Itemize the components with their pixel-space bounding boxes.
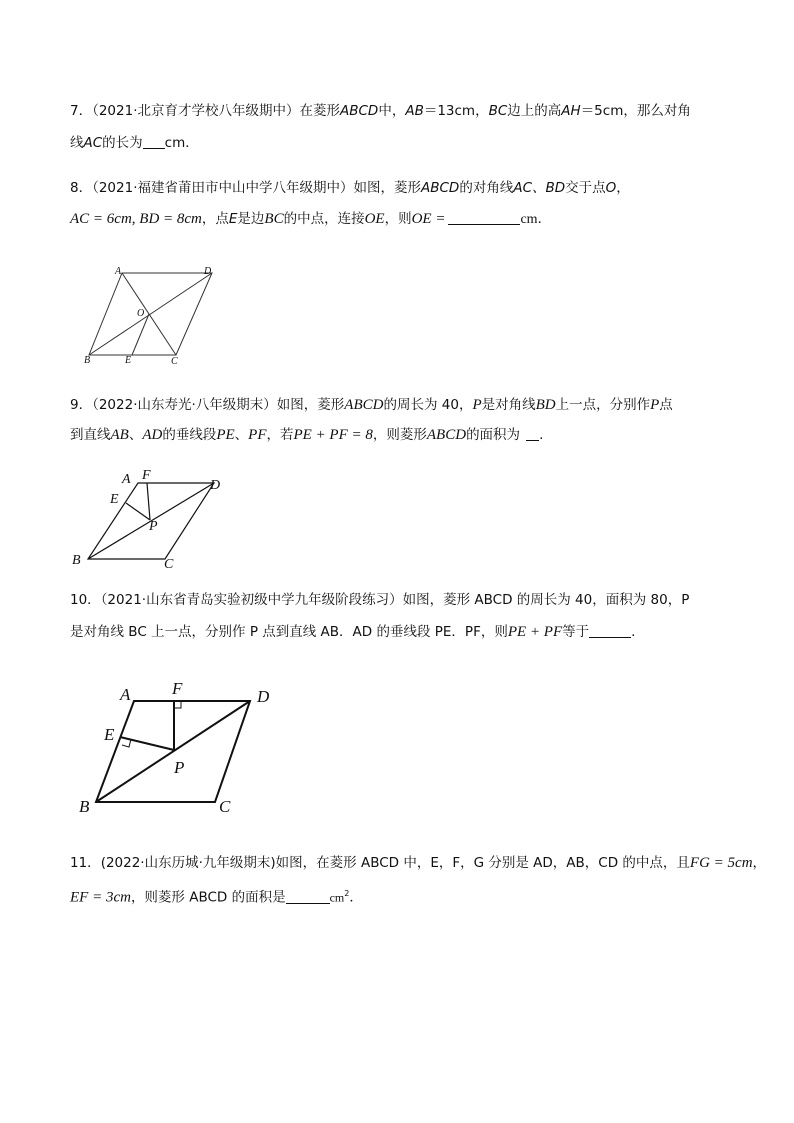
- q10-label-b: B: [79, 797, 90, 816]
- q9-var-bd: BD: [535, 397, 556, 413]
- q9-text: .: [539, 427, 544, 443]
- q7-text: 线: [70, 135, 84, 151]
- q9-text: 到直线: [70, 427, 111, 443]
- q8-text: 的对角线: [459, 180, 514, 196]
- q7-text: 边上的高: [507, 103, 562, 119]
- q8-text: 如图，菱形: [353, 180, 421, 196]
- q9-rhombus-figure: [66, 466, 232, 572]
- q9-text: ，则菱形: [372, 427, 427, 443]
- q9-label-d: D: [210, 478, 221, 493]
- q7-text: ＝13cm，: [423, 103, 489, 119]
- q7-text: 的长为: [102, 135, 143, 151]
- q8-ask: OE =: [411, 211, 446, 227]
- q7-var-ah: AH: [561, 103, 581, 119]
- q9-line-1: [70, 395, 730, 415]
- q9-var-pe: PE: [216, 427, 235, 443]
- q8-text: ，: [616, 180, 630, 196]
- q8-var-oe: OE: [364, 211, 385, 227]
- q9-label-f: F: [142, 468, 151, 483]
- q10-number: 10．: [70, 592, 101, 608]
- q9-text: 如图，菱形: [276, 397, 345, 413]
- q8-source: （2021·福建省莆田市中山中学八年级期中）: [92, 180, 354, 196]
- q9-var-p: P: [650, 397, 660, 413]
- q7-number: 7．: [70, 103, 93, 119]
- q10-label-f: F: [172, 679, 183, 698]
- q8-label-a: A: [115, 266, 122, 277]
- q10-segment-pe: [120, 737, 174, 750]
- q9-label-a: A: [122, 472, 131, 487]
- q8-unit: cm: [520, 212, 538, 227]
- q9-var-abcd: ABCD: [426, 427, 467, 443]
- q8-text: ．: [537, 211, 552, 227]
- q9-var-p: P: [472, 397, 482, 413]
- q11-text: ，: [752, 855, 767, 871]
- q9-label-p: P: [149, 519, 158, 534]
- q10-text: .: [631, 624, 636, 640]
- q10-right-angle-f: [174, 701, 181, 708]
- q9-given: PE + PF = 8: [293, 427, 373, 443]
- q9-text: 的面积为: [466, 427, 521, 443]
- q8-label-b: B: [84, 355, 91, 366]
- q8-line-1: [70, 178, 730, 198]
- q8-var-abcd: ABCD: [421, 180, 460, 196]
- q8-text: 是边: [237, 211, 265, 227]
- q9-text: 、: [128, 427, 143, 443]
- q9-var-ad: AD: [142, 427, 163, 443]
- q11-text: 如图，在菱形 ABCD 中，E，F，G 分别是 AD，AB，CD 的中点，且: [275, 855, 690, 871]
- q10-label-p: P: [174, 758, 185, 777]
- q9-segment-pf: [147, 483, 150, 520]
- q7-text: ＝5cm，那么对角: [580, 103, 691, 119]
- q9-text: 的垂线段: [162, 427, 217, 443]
- q9-var-abcd: ABCD: [344, 397, 384, 413]
- q9-label-e: E: [110, 492, 119, 507]
- q9-var-pf: PF: [248, 427, 267, 443]
- q11-unit: cm: [329, 890, 345, 905]
- q11-text: ，则菱形 ABCD 的面积是: [130, 889, 286, 906]
- q9-text: 的周长为 40，: [383, 397, 473, 413]
- q10-answer-blank[interactable]: [589, 623, 631, 638]
- q11-var-fg: FG = 5cm: [689, 855, 753, 871]
- q7-text: cm．: [164, 135, 199, 151]
- q10-label-d: D: [257, 687, 270, 706]
- q8-label-d: D: [204, 266, 212, 277]
- q10-text: 等于: [562, 624, 590, 640]
- q9-segment-pe: [126, 503, 150, 520]
- q10-line-2: [70, 622, 730, 642]
- q9-var-ab: AB: [110, 427, 129, 443]
- q7-line-2: [70, 133, 730, 153]
- q8-text: ，则: [384, 211, 412, 227]
- q10-sum: PE + PF: [507, 624, 563, 640]
- q11-answer-blank[interactable]: [286, 889, 330, 904]
- q8-line-2: [70, 209, 730, 230]
- q7-text: 中，: [378, 103, 406, 119]
- q8-given: AC = 6cm, BD = 8cm: [70, 211, 202, 227]
- q8-label-o: O: [137, 308, 145, 319]
- q7-var-bc: BC: [488, 103, 508, 119]
- q8-number: 8．: [70, 180, 93, 196]
- q8-var-e: E: [228, 211, 238, 227]
- q9-line-2: [70, 425, 730, 445]
- q7-var-ab: AB: [405, 103, 424, 119]
- q9-number: 9．: [70, 397, 93, 413]
- q8-label-e: E: [125, 355, 132, 366]
- q7-text: 在菱形: [299, 103, 340, 119]
- q8-answer-blank[interactable]: [448, 210, 520, 225]
- q10-label-c: C: [219, 797, 231, 816]
- q9-label-b: B: [72, 553, 81, 568]
- q10-source: （2021·山东省青岛实验初级中学九年级阶段练习）: [100, 592, 403, 608]
- q8-var-ac-bd: AC、BD: [513, 180, 566, 196]
- q11-text: ．: [349, 889, 363, 906]
- q10-rhombus-figure: [74, 676, 288, 820]
- q8-var-o: O: [605, 180, 617, 196]
- q8-text: ，点: [201, 211, 229, 227]
- q8-var-bc: BC: [264, 211, 284, 227]
- q9-text: 点: [659, 397, 673, 413]
- q7-source: （2021·北京育才学校八年级期中）: [92, 103, 300, 119]
- q10-text: 是对角线 BC 上一点，分别作 P 点到直线 AB．AD 的垂线段 PE．PF，则: [70, 624, 508, 640]
- q7-var-abcd: ABCD: [340, 103, 379, 119]
- q10-label-a: A: [120, 685, 131, 704]
- q10-var-p: P: [681, 592, 690, 608]
- q10-line-1: [70, 590, 730, 610]
- q7-answer-blank[interactable]: [143, 134, 165, 149]
- q7-line-1: [70, 101, 730, 121]
- q11-line-2: [70, 884, 730, 908]
- q11-unit-exponent: 2: [344, 889, 350, 898]
- q11-line-1: [70, 853, 767, 873]
- q9-text: ，若: [266, 427, 294, 443]
- q10-text: 如图，菱形 ABCD 的周长为 40，面积为 80，: [402, 592, 682, 608]
- q8-text: 的中点，连接: [283, 211, 365, 227]
- q9-label-c: C: [164, 557, 174, 572]
- q11-var-ef: EF = 3cm: [70, 889, 131, 906]
- q9-answer-blank[interactable]: [526, 426, 539, 441]
- q9-source: （2022·山东寿光·八年级期末）: [92, 397, 277, 413]
- q8-label-c: C: [171, 356, 178, 366]
- q8-rhombus-figure: [80, 262, 220, 366]
- q9-text: 上一点，分别作: [555, 397, 651, 413]
- q9-text: 、: [234, 427, 249, 443]
- q9-text: 是对角线: [481, 397, 536, 413]
- q8-text: 交于点: [565, 180, 606, 196]
- q11-number: 11．: [70, 855, 101, 871]
- q7-var-ac: AC: [83, 135, 103, 151]
- q10-label-e: E: [104, 725, 115, 744]
- q11-source: (2022·山东历城·九年级期末): [100, 855, 276, 871]
